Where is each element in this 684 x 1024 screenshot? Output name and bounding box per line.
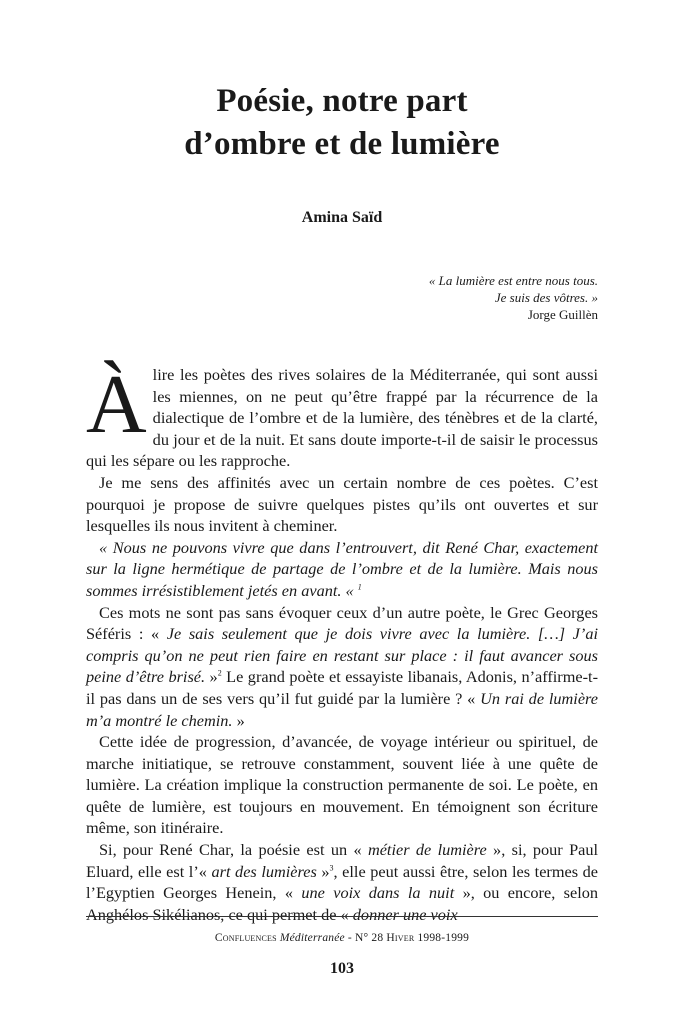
page-number: 103	[330, 960, 354, 977]
drop-cap: À	[86, 358, 147, 451]
journal-reference	[0, 932, 684, 944]
footer-rule	[86, 916, 598, 917]
paragraph-6-text-c: »	[316, 861, 330, 881]
paragraph-4-text-a: Ces mots ne sont pas sans évoquer ceux d’un autre poète, le Grec Georges Séféris : «	[86, 602, 598, 644]
article-body	[86, 358, 599, 925]
epigraph-line-2: Je suis des vôtres. »	[494, 290, 598, 305]
char-quote-metier: métier de lumière	[367, 840, 487, 860]
journal-name: Confluences	[214, 932, 277, 944]
paragraph-4-text-c: Le grand poète et essayiste libanais, Adonis, n’affirme-t-il pas dans un de ses vers qu’il fut guidé par la lumière ? «	[86, 667, 598, 708]
epigraph	[429, 272, 598, 323]
journal-issue: - N° 28	[344, 932, 387, 944]
paragraph-6-text-e: », ou encore, selon Anghélos Sikélianos, ce qui permet de «	[86, 883, 598, 924]
paragraph-1	[86, 358, 598, 472]
paragraph-5: Cette idée de progression, d’avancée, de voyage intérieur ou spirituel, de marche initiatique, se retrouve constamment, souvent liée à une quête de lumière. La création implique la construction permanente de soi. Le poète, en quête de lumière, est toujours en mouvement. En témoignent son écriture même, son itinéraire.	[86, 732, 598, 838]
epigraph-line-1: « La lumière est entre nous tous.	[428, 273, 598, 288]
article-title	[0, 80, 684, 166]
paragraph-2: Je me sens des affinités avec un certain nombre de ces poètes. C’est pourquoi je propose de suivre quelques pistes qu’ils ont ouvertes et sur lesquelles ils nous invitent à cheminer.	[86, 472, 598, 536]
paragraph-1-text: lire les poètes des rives solaires de la Méditerranée, qui sont aussi les miennes, on ne peut qu’être frappé par la récurrence de la dialectique de l’ombre et de la lumière, des ténèbres et de la clarté, du jour et de la nuit. Et sans doute importe-t-il de saisir le processus qui les sépare ou les rapproche.	[86, 365, 598, 471]
adonis-quote: Un rai de lumière m’a montré le chemin.	[86, 688, 598, 730]
sikelianos-quote: donner une voix	[352, 904, 458, 924]
char-quote: « Nous ne pouvons vivre que dans l’entrouvert, dit René Char, exactement sur la ligne hermétique de partage de l’ombre et de la lumière. Mais nous sommes irrésistiblement jetés en avant. «	[86, 537, 598, 600]
journal-season: Hiver	[386, 932, 415, 944]
paragraph-6-text-b: », si, pour Paul Eluard, elle est l’«	[86, 840, 599, 881]
seferis-quote: Je sais seulement que je dois vivre avec la lumière. […] J’ai compris qu’on ne peut rien faire en restant sur place : il faut avancer sous peine d’être brisé.	[86, 624, 598, 687]
paragraph-4-text-b: »	[205, 667, 218, 687]
paragraph-3-quote	[86, 537, 598, 602]
paragraph-4-text-d: »	[232, 710, 245, 730]
footnote-ref-2: 2	[217, 668, 222, 678]
author-name: Amina Saïd	[301, 209, 383, 226]
title-line-1: Poésie, notre part	[216, 83, 468, 119]
title-line-2: d’ombre et de lumière	[184, 126, 500, 162]
footnote-ref-3: 3	[329, 863, 334, 873]
journal-name-italic: Méditerranée	[279, 932, 345, 944]
eluard-quote: art des lumières	[211, 861, 317, 881]
journal-years: 1998-1999	[414, 932, 470, 944]
paragraph-6-text-a: Si, pour René Char, la poésie est un «	[99, 840, 368, 860]
paragraph-6	[86, 839, 598, 925]
paragraph-6-text-d: , elle peut aussi être, selon les termes de l’Egyptien Georges Henein, «	[86, 861, 599, 903]
epigraph-source: Jorge Guillèn	[527, 307, 598, 322]
footnote-ref-1: 1	[357, 582, 362, 592]
paragraph-4	[86, 602, 598, 732]
henein-quote: une voix dans la nuit	[301, 883, 455, 903]
